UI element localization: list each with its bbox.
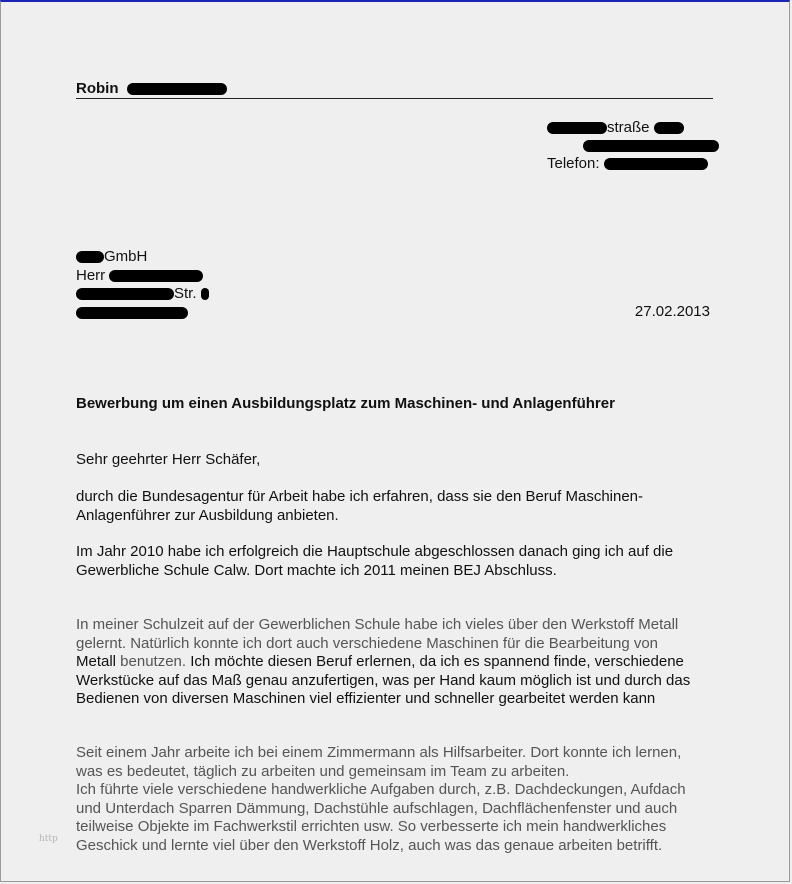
sender-phone: [547, 155, 719, 173]
text-line: und Unterdach Sparren Dämmung, Dachstühle aufschlagen, Dachflächenfenster und auch: [76, 799, 678, 817]
watermark: http: [39, 834, 58, 844]
sender-first-name: Robin: [76, 80, 119, 97]
recipient-salutation: Herr: [76, 266, 106, 284]
paragraph-4: [76, 744, 746, 855]
text-line: Geschick und lernte viel über den Werkstoff Holz, auch was das genaue arbeiten betrifft.: [76, 836, 663, 854]
redaction-mark: [604, 158, 708, 170]
redaction-mark: [654, 122, 684, 134]
sender-street: [547, 119, 719, 137]
text-span: Metall: [76, 653, 117, 670]
recipient-contact: [76, 267, 209, 286]
text-line: was es bedeutet, täglich zu arbeiten und gemeinsam im Team zu arbeiten.: [76, 762, 570, 780]
redaction-mark: [547, 122, 607, 134]
redaction-mark: [127, 83, 227, 95]
redaction-mark: [109, 270, 203, 282]
redaction-mark: [201, 288, 209, 300]
paragraph-2: [76, 543, 746, 580]
recipient-street-text: Str.: [174, 285, 197, 302]
redaction-mark: [583, 140, 719, 152]
recipient-address: [76, 248, 209, 322]
text-line: [76, 653, 746, 672]
text-span: benutzen.: [116, 653, 187, 670]
text-line: Im Jahr 2010 habe ich erfolgreich die Hauptschule abgeschlossen danach ging ich auf die: [76, 543, 674, 560]
text-line: Gewerbliche Schule Calw. Dort machte ich 2011 meinen BEJ Abschluss.: [76, 561, 557, 579]
paragraph-1: [76, 488, 746, 525]
text-line: Werkstücke auf das Maß genau anzufertigen, was per Hand kaum möglich ist und durch das: [76, 671, 691, 689]
phone-label: Telefon:: [547, 155, 600, 172]
text-line: Ich führte viele verschiedene handwerkliche Aufgaben durch, z.B. Dachdeckungen, Aufdach: [76, 781, 686, 798]
greeting: Sehr geehrter Herr Schäfer,: [76, 451, 261, 468]
text-line: Anlagenführer zur Ausbildung anbieten.: [76, 506, 339, 524]
text-line: teilweise Objekte im Fachwerkstil errichten usw. So verbesserte ich mein handwerkliches: [76, 818, 667, 835]
sender-address: [547, 119, 719, 173]
redaction-mark: [76, 251, 104, 263]
text-line: In meiner Schulzeit auf der Gewerblichen Schule habe ich vieles über den Werkstoff Metall: [76, 616, 679, 633]
recipient-company: [76, 248, 209, 267]
text-line: Seit einem Jahr arbeite ich bei einem Zimmermann als Hilfsarbeiter. Dort konnte ich lernen,: [76, 744, 682, 761]
recipient-company-text: GmbH: [104, 248, 148, 265]
text-line: Bedienen von diversen Maschinen viel effizienter und schneller gearbeitet werden kann: [76, 690, 656, 707]
recipient-city: [76, 304, 209, 323]
letter-subject: Bewerbung um einen Ausbildungsplatz zum Maschinen- und Anlagenführer: [76, 395, 615, 412]
redaction-mark: [76, 307, 188, 319]
sender-name-line: [76, 80, 713, 99]
sender-city: [547, 137, 719, 155]
paragraph-3: [76, 616, 746, 709]
redaction-mark: [76, 288, 174, 300]
text-span: Ich möchte diesen Beruf erlernen, da ich es spannend finde, verschiedene: [186, 653, 684, 670]
text-line: durch die Bundesagentur für Arbeit habe ich erfahren, dass sie den Beruf Maschinen-: [76, 488, 644, 505]
sender-street-text: straße: [607, 119, 650, 136]
text-line: gelernt. Natürlich konnte ich dort auch verschiedene Maschinen für die Bearbeitung von: [76, 634, 659, 652]
recipient-street: [76, 285, 209, 304]
letter-date: 27.02.2013: [634, 303, 710, 320]
